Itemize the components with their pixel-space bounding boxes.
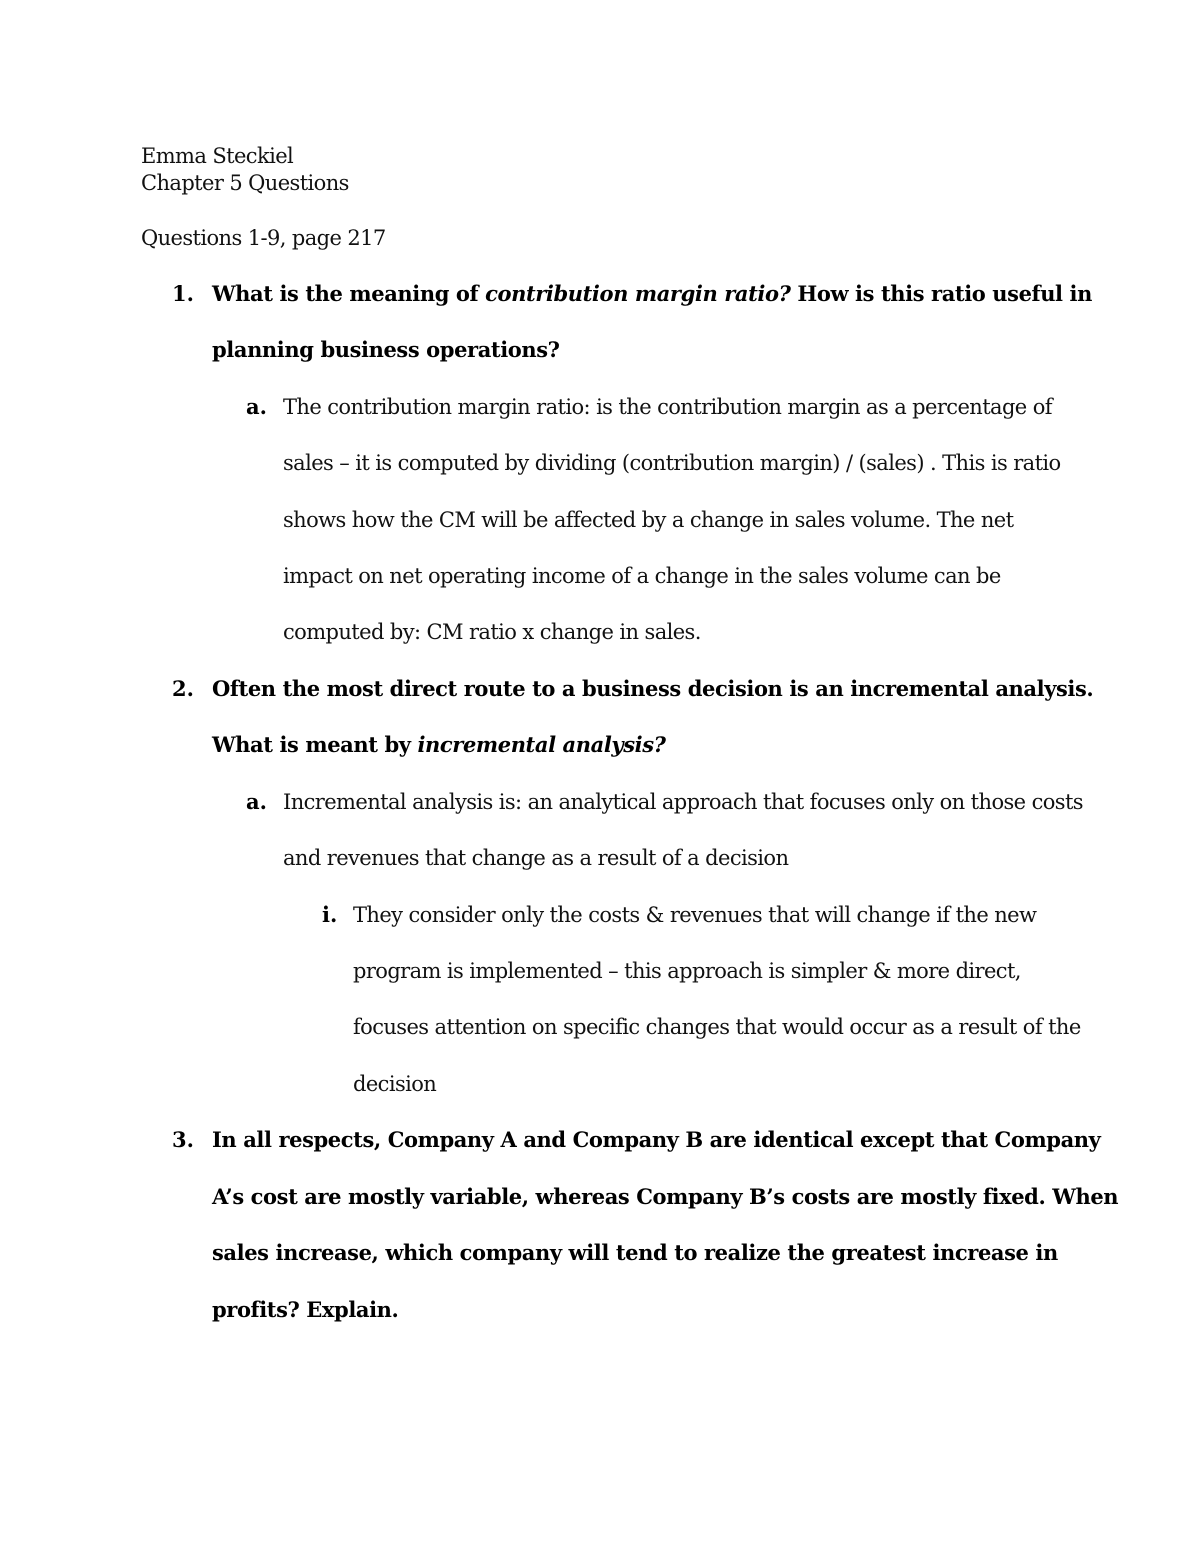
answer-marker: a. [246, 394, 267, 419]
question-text: What is the meaning of [212, 281, 486, 306]
question-text-line: In all respects, Company A and Company B are identical except that Company [212, 1127, 1101, 1152]
document-title: Chapter 5 Questions [141, 171, 349, 195]
questions-range: Questions 1-9, page 217 [141, 226, 386, 250]
question-text: What is meant by [212, 732, 418, 757]
question-number: 1. [172, 281, 194, 306]
subpoint-line: decision [353, 1072, 437, 1096]
subpoint-marker: i. [322, 902, 338, 927]
answer-line: shows how the CM will be affected by a change in sales volume. The net [283, 508, 1014, 532]
question-text-line [212, 280, 1092, 308]
question-number: 2. [172, 676, 194, 701]
subpoint-line: They consider only the costs & revenues that will change if the new [353, 903, 1037, 927]
author-name: Emma Steckiel [141, 144, 294, 168]
answer-line: Incremental analysis is: an analytical approach that focuses only on those costs [283, 790, 1083, 814]
question-text-line: Often the most direct route to a business decision is an incremental analysis. [212, 676, 1094, 701]
answer-marker: a. [246, 789, 267, 814]
question-number: 3. [172, 1127, 194, 1152]
answer-line: impact on net operating income of a change in the sales volume can be [283, 564, 1001, 588]
subpoint-line: program is implemented – this approach is simpler & more direct, [353, 959, 1021, 983]
answer-line: and revenues that change as a result of a decision [283, 846, 789, 870]
question-emphasis: contribution margin ratio? [485, 281, 791, 306]
question-text-line: profits? Explain. [212, 1297, 399, 1322]
question-emphasis: incremental analysis? [417, 732, 666, 757]
question-text-line [212, 731, 666, 759]
subpoint-line: focuses attention on specific changes that would occur as a result of the [353, 1015, 1081, 1039]
answer-line: sales – it is computed by dividing (contribution margin) / (sales) . This is ratio [283, 451, 1061, 475]
question-text-line: A’s cost are mostly variable, whereas Company B’s costs are mostly fixed. When [212, 1184, 1119, 1209]
answer-line: computed by: CM ratio x change in sales. [283, 620, 701, 644]
question-text-line: sales increase, which company will tend to realize the greatest increase in [212, 1240, 1058, 1265]
question-text-line: planning business operations? [212, 337, 560, 362]
question-text: How is this ratio useful in [790, 281, 1092, 306]
answer-line: The contribution margin ratio: is the contribution margin as a percentage of [283, 395, 1052, 419]
